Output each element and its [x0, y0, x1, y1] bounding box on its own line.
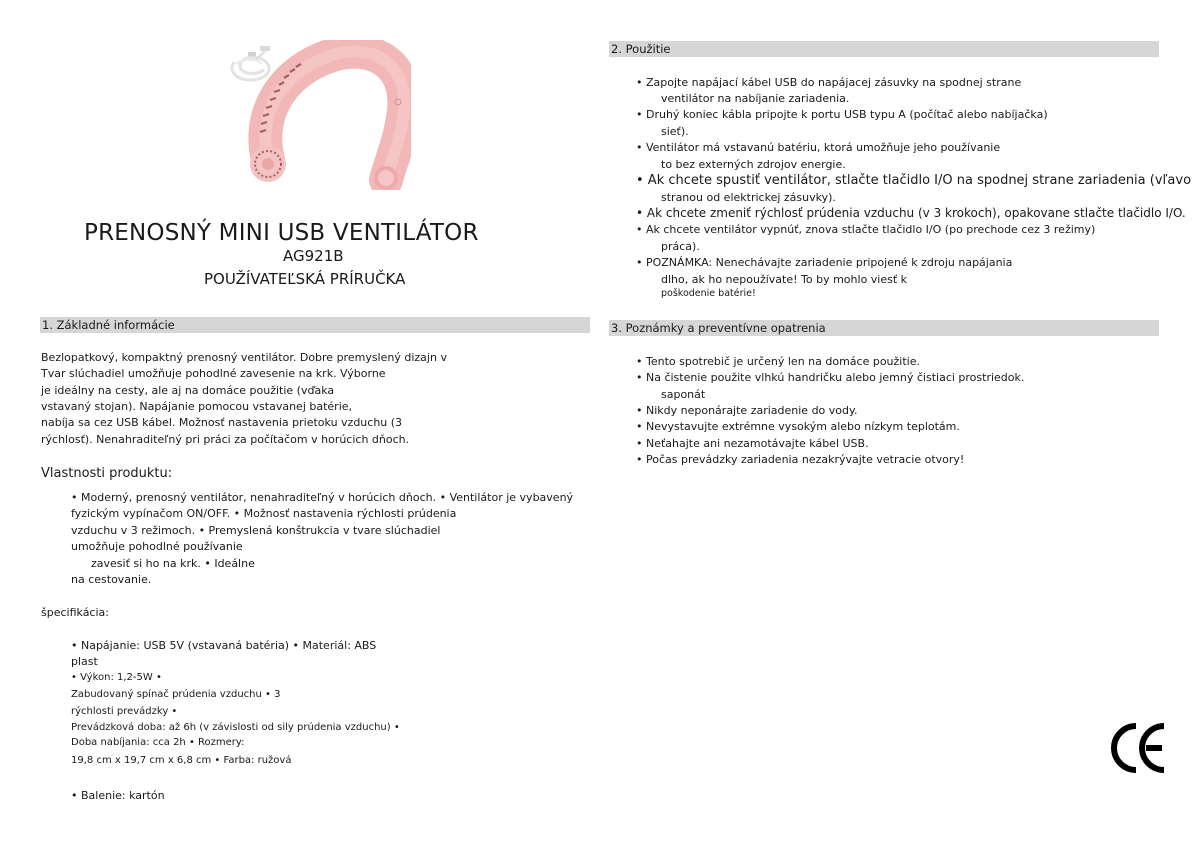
- precaution-line: • Na čistenie použite vlhkú handričku alebo jemný čistiaci prostriedok.: [636, 371, 1025, 384]
- section-3-header: 3. Poznámky a preventívne opatrenia: [609, 320, 1159, 336]
- usage-line: • Zapojte napájací kábel USB do napájacej zásuvky na spodnej strane: [636, 76, 1022, 89]
- intro-line: Tvar slúchadiel umožňuje pohodlné zavesenie na krk. Výborne: [41, 367, 386, 380]
- neck-fan-image: [226, 40, 411, 190]
- model-number: AG921B: [283, 247, 344, 265]
- intro-line: je ideálny na cesty, ale aj na domáce použitie (vďaka: [41, 384, 335, 397]
- precaution-line: • Počas prevádzky zariadenia nezakrývajte vetracie otvory!: [636, 453, 965, 466]
- section-1-header: 1. Základné informácie: [40, 317, 590, 333]
- usage-line: • Ak chcete ventilátor vypnúť, znova stlačte tlačidlo I/O (po prechode cez 3 režimy): [636, 223, 1096, 236]
- spec-line: • Výkon: 1,2-5W •: [71, 672, 162, 683]
- feature-line: zavesiť si ho na krk. • Ideálne: [91, 557, 255, 570]
- usage-line: dlho, ak ho nepoužívate! To by mohlo viesť k: [661, 273, 908, 286]
- feature-line: fyzickým vypínačom ON/OFF. • Možnosť nastavenia rýchlosti prúdenia: [71, 507, 457, 520]
- usb-cable-icon: [232, 46, 270, 80]
- precaution-line: saponát: [661, 388, 706, 401]
- intro-line: nabíja sa cez USB kábel. Možnosť nastavenia prietoku vzduchu (3: [41, 416, 403, 429]
- usage-line: stranou od elektrickej zásuvky).: [661, 191, 836, 204]
- usage-line: to bez externých zdrojov energie.: [661, 158, 846, 171]
- usage-line: • Druhý koniec kábla pripojte k portu USB typu A (počítač alebo nabíjačka): [636, 108, 1048, 121]
- usage-line: • POZNÁMKA: Nenechávajte zariadenie pripojené k zdroju napájania: [636, 256, 1013, 269]
- usage-line: práca).: [661, 240, 700, 253]
- section-2-header: 2. Použitie: [609, 41, 1159, 57]
- manual-subtitle: POUŽÍVATEĽSKÁ PRÍRUČKA: [204, 270, 406, 288]
- usage-line: • Ventilátor má vstavanú batériu, ktorá umožňuje jeho používanie: [636, 141, 1001, 154]
- precaution-line: • Nikdy neponárajte zariadenie do vody.: [636, 404, 858, 417]
- usage-line: ventilátor na nabíjanie zariadenia.: [661, 92, 850, 105]
- usage-line: • Ak chcete zmeniť rýchlosť prúdenia vzduchu (v 3 krokoch), opakovane stlačte tlačidlo I/O.: [636, 206, 1186, 220]
- spec-line: • Balenie: kartón: [71, 789, 165, 802]
- spec-line: rýchlosti prevádzky •: [71, 706, 178, 717]
- product-title: PRENOSNÝ MINI USB VENTILÁTOR: [84, 220, 479, 246]
- spec-line: plast: [71, 655, 98, 668]
- features-title: Vlastnosti produktu:: [41, 466, 173, 481]
- intro-line: vstavaný stojan). Napájanie pomocou vstavanej batérie,: [41, 400, 353, 413]
- precaution-line: • Nevystavujte extrémne vysokým alebo nízkym teplotám.: [636, 420, 960, 433]
- ce-mark-icon: [1110, 720, 1170, 776]
- usage-line: sieť).: [661, 125, 689, 138]
- feature-line: na cestovanie.: [71, 573, 152, 586]
- spec-line: Doba nabíjania: cca 2h • Rozmery:: [71, 737, 245, 748]
- spec-line: Zabudovaný spínač prúdenia vzduchu • 3: [71, 689, 281, 700]
- feature-line: umožňuje pohodlné používanie: [71, 540, 243, 553]
- spec-line: Prevádzková doba: až 6h (v závislosti od sily prúdenia vzduchu) •: [71, 722, 400, 733]
- spec-line: • Napájanie: USB 5V (vstavaná batéria) • Materiál: ABS: [71, 639, 377, 652]
- usage-line: poškodenie batérie!: [661, 288, 756, 299]
- usage-line: • Ak chcete spustiť ventilátor, stlačte tlačidlo I/O na spodnej strane zariadenia (vľavo: [636, 173, 1192, 188]
- intro-line: rýchlosť). Nenahraditeľný pri práci za počítačom v horúcich dňoch.: [41, 433, 410, 446]
- spec-line: 19,8 cm x 19,7 cm x 6,8 cm • Farba: ružová: [71, 755, 292, 766]
- feature-line: • Moderný, prenosný ventilátor, nenahraditeľný v horúcich dňoch. • Ventilátor je vybavený: [71, 491, 574, 504]
- spec-title: špecifikácia:: [41, 606, 109, 619]
- feature-line: vzduchu v 3 režimoch. • Premyslená konštrukcia v tvare slúchadiel: [71, 524, 441, 537]
- precaution-line: • Tento spotrebič je určený len na domáce použitie.: [636, 355, 920, 368]
- precaution-line: • Neťahajte ani nezamotávajte kábel USB.: [636, 437, 869, 450]
- intro-line: Bezlopatkový, kompaktný prenosný ventilátor. Dobre premyslený dizajn v: [41, 351, 447, 364]
